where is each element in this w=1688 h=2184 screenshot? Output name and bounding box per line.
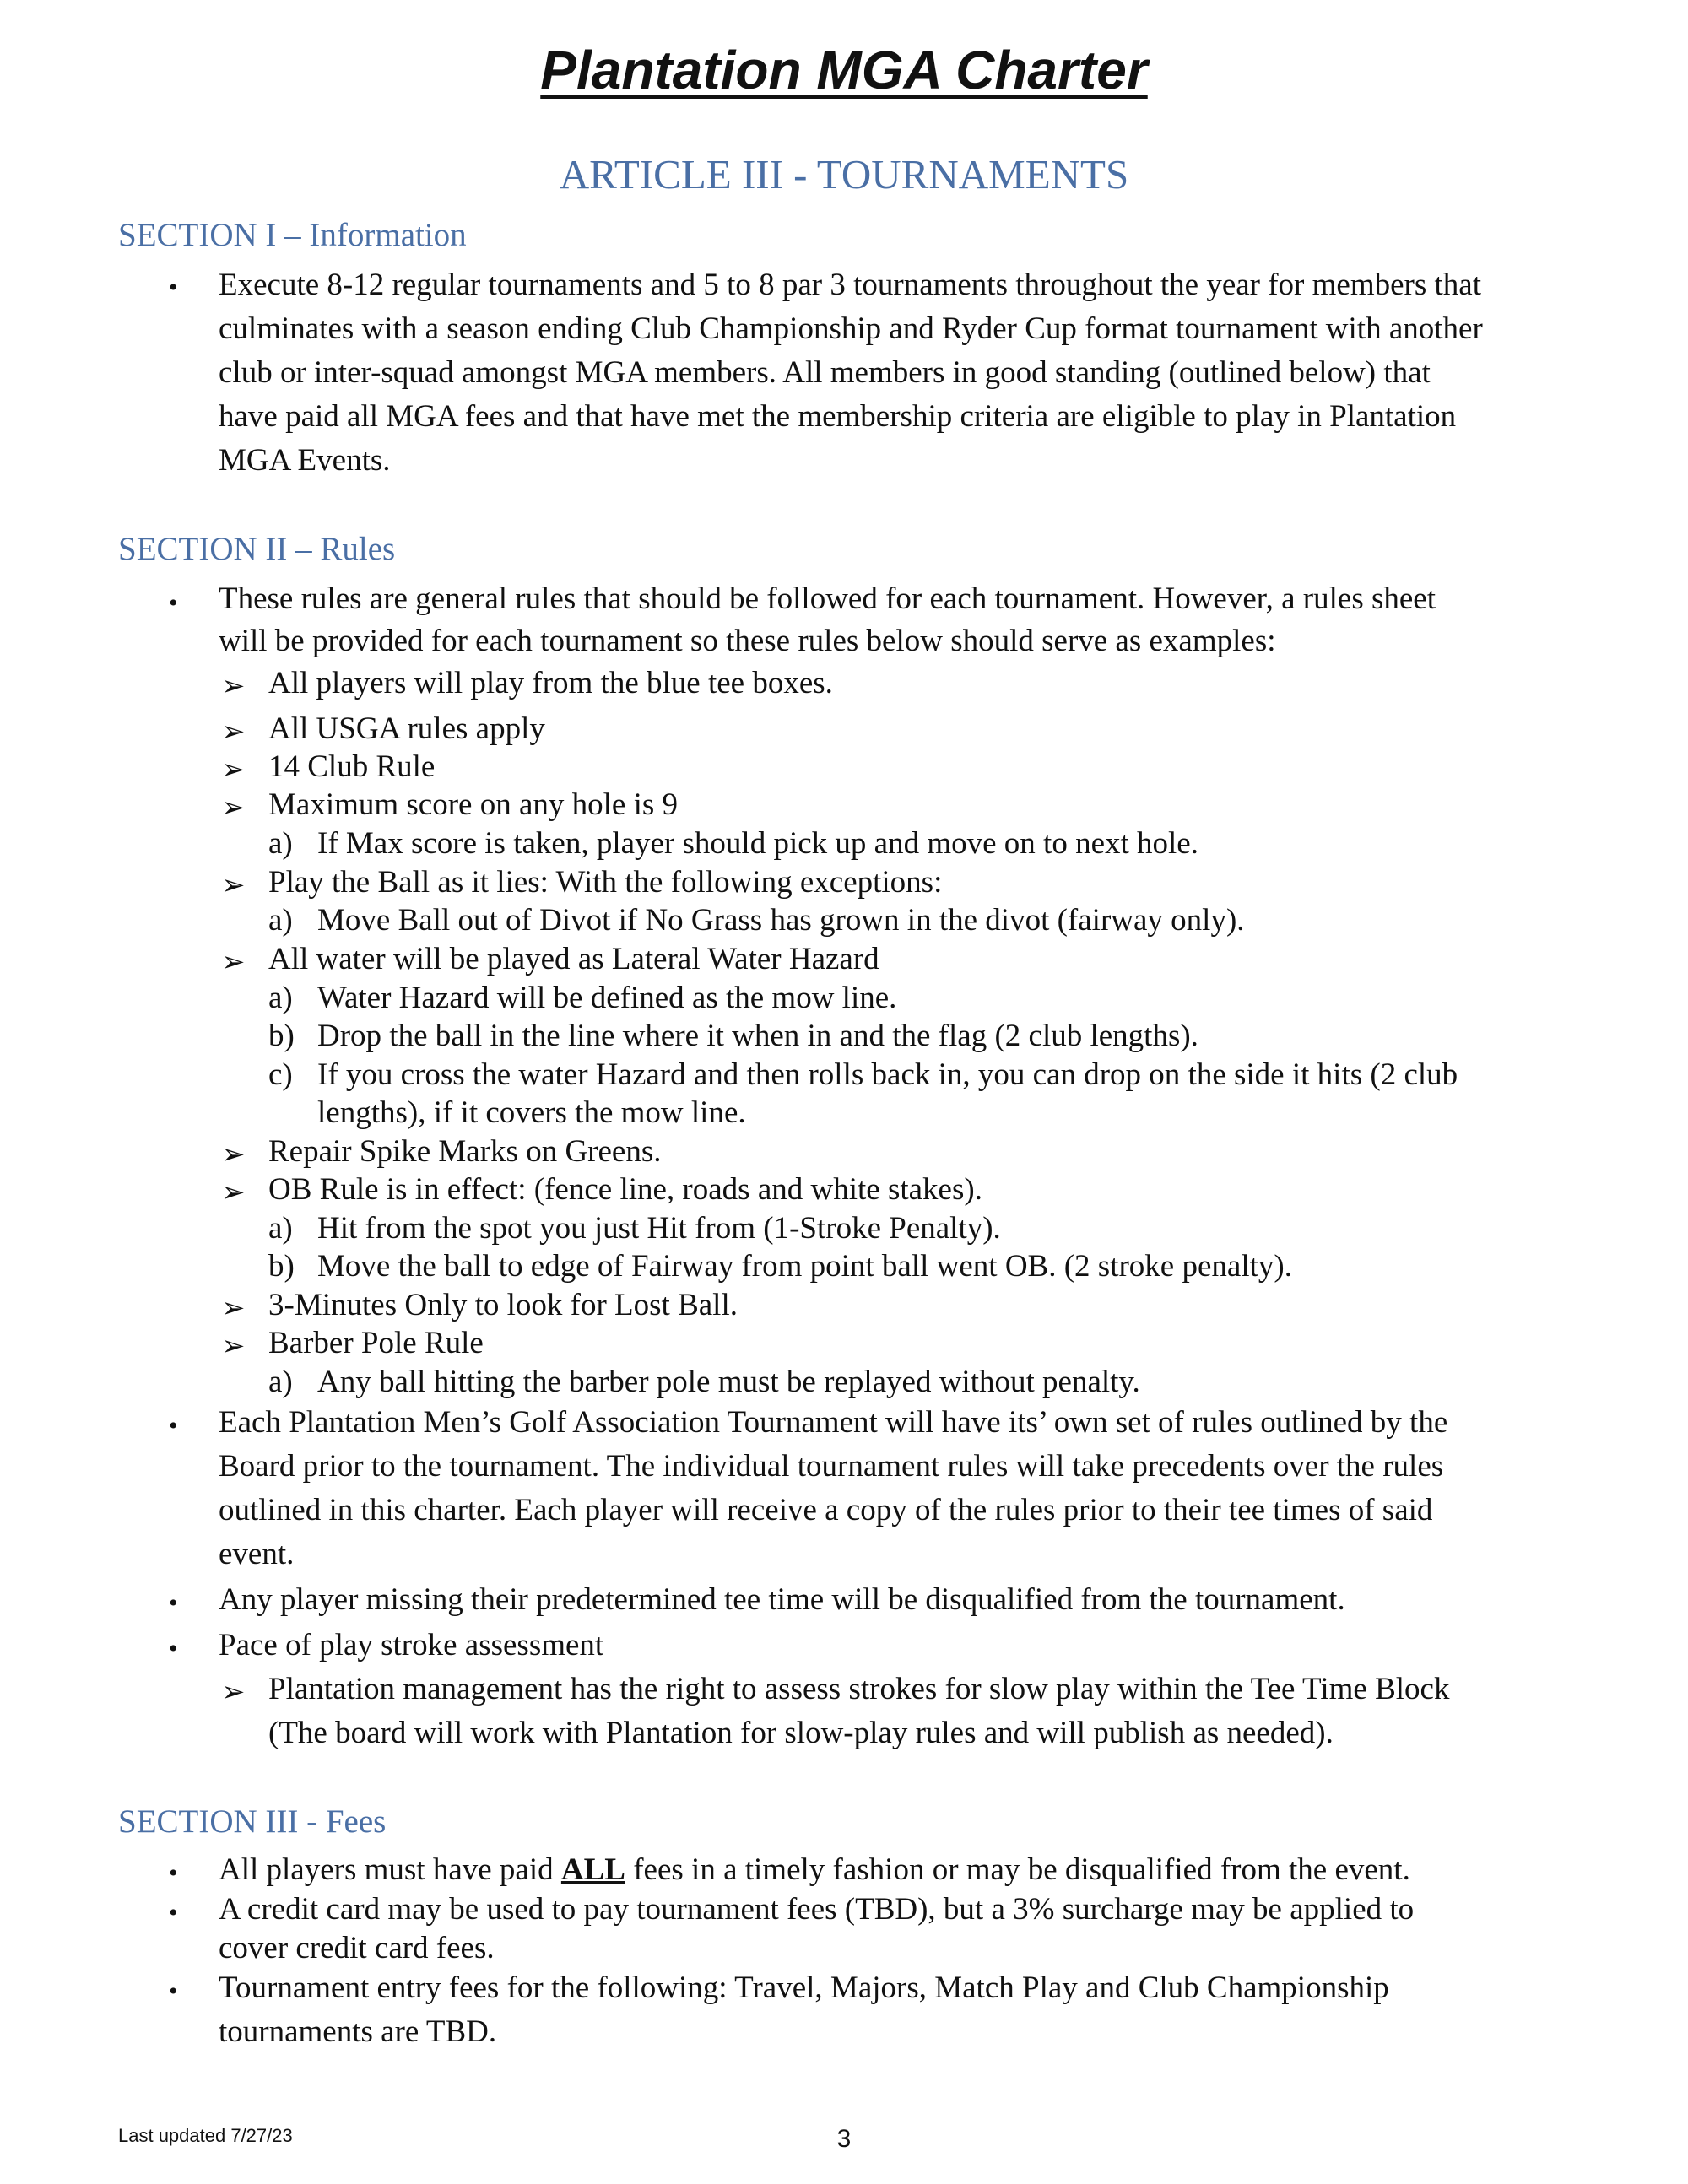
rule-ob: OB Rule is in effect: (fence line, roads and white stakes). — [268, 1172, 982, 1207]
sub-item-letter: a) — [268, 1211, 293, 1246]
bullet-icon: • — [169, 273, 178, 301]
section-1-bullet-line: MGA Events. — [219, 443, 391, 478]
sub-item-letter: b) — [268, 1019, 295, 1053]
rule-play-ball: Play the Ball as it lies: With the following exceptions: — [268, 865, 943, 900]
ob-sub-b: Move the ball to edge of Fairway from point ball went OB. (2 stroke penalty). — [317, 1249, 1292, 1284]
bullet-icon: • — [169, 589, 178, 617]
arrow-bullet-icon: ➢ — [221, 1331, 246, 1362]
pace-line: (The board will work with Plantation for slow-play rules and will publish as needed). — [268, 1716, 1334, 1750]
fees-paid-line — [219, 1852, 1410, 1888]
bullet-icon: • — [169, 1859, 178, 1887]
missing-tee-time: Any player missing their predetermined tee time will be disqualified from the tournament. — [219, 1582, 1345, 1617]
play-ball-sub-a: Move Ball out of Divot if No Grass has grown in the divot (fairway only). — [317, 903, 1245, 938]
arrow-bullet-icon: ➢ — [221, 671, 246, 702]
sub-item-letter: a) — [268, 981, 293, 1015]
bullet-icon: • — [169, 1635, 178, 1662]
sub-item-letter: a) — [268, 826, 293, 861]
document-title: Plantation MGA Charter — [540, 40, 1148, 100]
arrow-bullet-icon: ➢ — [221, 1677, 246, 1708]
bullet-icon: • — [169, 1899, 178, 1927]
bullet-icon: • — [169, 1589, 178, 1617]
entry-fees-line: Tournament entry fees for the following: Travel, Majors, Match Play and Club Championship — [219, 1970, 1389, 2005]
bullet-icon: • — [169, 1977, 178, 2005]
rule-water: All water will be played as Lateral Water Hazard — [268, 942, 879, 976]
water-sub-b: Drop the ball in the line where it when in and the flag (2 club lengths). — [317, 1019, 1198, 1053]
rule-14-club: 14 Club Rule — [268, 749, 436, 784]
article-title: ARTICLE III - TOURNAMENTS — [559, 151, 1129, 197]
sub-item-letter: a) — [268, 903, 293, 938]
rule-usga: All USGA rules apply — [268, 711, 545, 746]
rule-lost-ball: 3-Minutes Only to look for Lost Ball. — [268, 1288, 738, 1322]
own-rules-line: Board prior to the tournament. The individual tournament rules will take precedents over the rules — [219, 1449, 1444, 1484]
arrow-bullet-icon: ➢ — [221, 1293, 246, 1324]
pace-line: Plantation management has the right to assess strokes for slow play within the Tee Time Block — [268, 1672, 1450, 1706]
section-1-bullet-line: club or inter-squad amongst MGA members. All members in good standing (outlined below) that — [219, 355, 1431, 390]
water-sub-a: Water Hazard will be defined as the mow line. — [317, 981, 897, 1015]
rules-intro-line: will be provided for each tournament so these rules below should serve as examples: — [219, 624, 1276, 658]
section-2-heading: SECTION II – Rules — [118, 531, 396, 567]
own-rules-line: Each Plantation Men’s Golf Association Tournament will have its’ own set of rules outlined by the — [219, 1405, 1448, 1440]
sub-item-letter: b) — [268, 1249, 295, 1284]
rule-blue-tees: All players will play from the blue tee boxes. — [268, 666, 833, 700]
arrow-bullet-icon: ➢ — [221, 792, 246, 824]
arrow-bullet-icon: ➢ — [221, 947, 246, 978]
rules-intro-line: These rules are general rules that should be followed for each tournament. However, a rules sheet — [219, 581, 1436, 616]
arrow-bullet-icon: ➢ — [221, 1139, 246, 1170]
max-score-sub-a: If Max score is taken, player should pick up and move on to next hole. — [317, 826, 1198, 861]
ob-sub-a: Hit from the spot you just Hit from (1-Stroke Penalty). — [317, 1211, 1001, 1246]
rule-barber-pole: Barber Pole Rule — [268, 1326, 484, 1360]
arrow-bullet-icon: ➢ — [221, 1177, 246, 1208]
pace-of-play: Pace of play stroke assessment — [219, 1628, 604, 1662]
section-1-bullet-line: culminates with a season ending Club Championship and Ryder Cup format tournament with another — [219, 311, 1483, 346]
own-rules-line: event. — [219, 1537, 295, 1571]
own-rules-line: outlined in this charter. Each player will receive a copy of the rules prior to their tee times of said — [219, 1493, 1433, 1527]
entry-fees-line: tournaments are TBD. — [219, 2014, 497, 2049]
rule-max-score: Maximum score on any hole is 9 — [268, 787, 679, 822]
fees-paid-text-end: fees in a timely fashion or may be disqualified from the event. — [625, 1852, 1410, 1887]
fees-paid-text: All players must have paid — [219, 1852, 561, 1887]
section-1-heading: SECTION I – Information — [118, 217, 467, 253]
water-sub-c: If you cross the water Hazard and then rolls back in, you can drop on the side it hits (2 club — [317, 1057, 1458, 1092]
sub-item-letter: a) — [268, 1365, 293, 1399]
arrow-bullet-icon: ➢ — [221, 754, 246, 786]
credit-card-line: A credit card may be used to pay tournament fees (TBD), but a 3% surcharge may be applied to — [219, 1892, 1415, 1927]
section-3-heading: SECTION III - Fees — [118, 1803, 387, 1840]
bullet-icon: • — [169, 1412, 178, 1440]
rule-spike-marks: Repair Spike Marks on Greens. — [268, 1134, 662, 1169]
credit-card-line: cover credit card fees. — [219, 1931, 495, 1965]
sub-item-letter: c) — [268, 1057, 293, 1092]
water-sub-c-cont: lengths), if it covers the mow line. — [317, 1095, 746, 1130]
section-1-bullet-line: have paid all MGA fees and that have met the membership criteria are eligible to play in Plantation — [219, 399, 1457, 434]
arrow-bullet-icon: ➢ — [221, 870, 246, 901]
barber-sub-a: Any ball hitting the barber pole must be replayed without penalty. — [317, 1365, 1140, 1399]
last-updated: Last updated 7/27/23 — [118, 2125, 293, 2146]
section-1-bullet-line: Execute 8-12 regular tournaments and 5 to 8 par 3 tournaments throughout the year for members that — [219, 268, 1481, 302]
arrow-bullet-icon: ➢ — [221, 716, 246, 748]
fees-all-emphasis: ALL — [560, 1852, 625, 1887]
page-number: 3 — [836, 2125, 852, 2153]
